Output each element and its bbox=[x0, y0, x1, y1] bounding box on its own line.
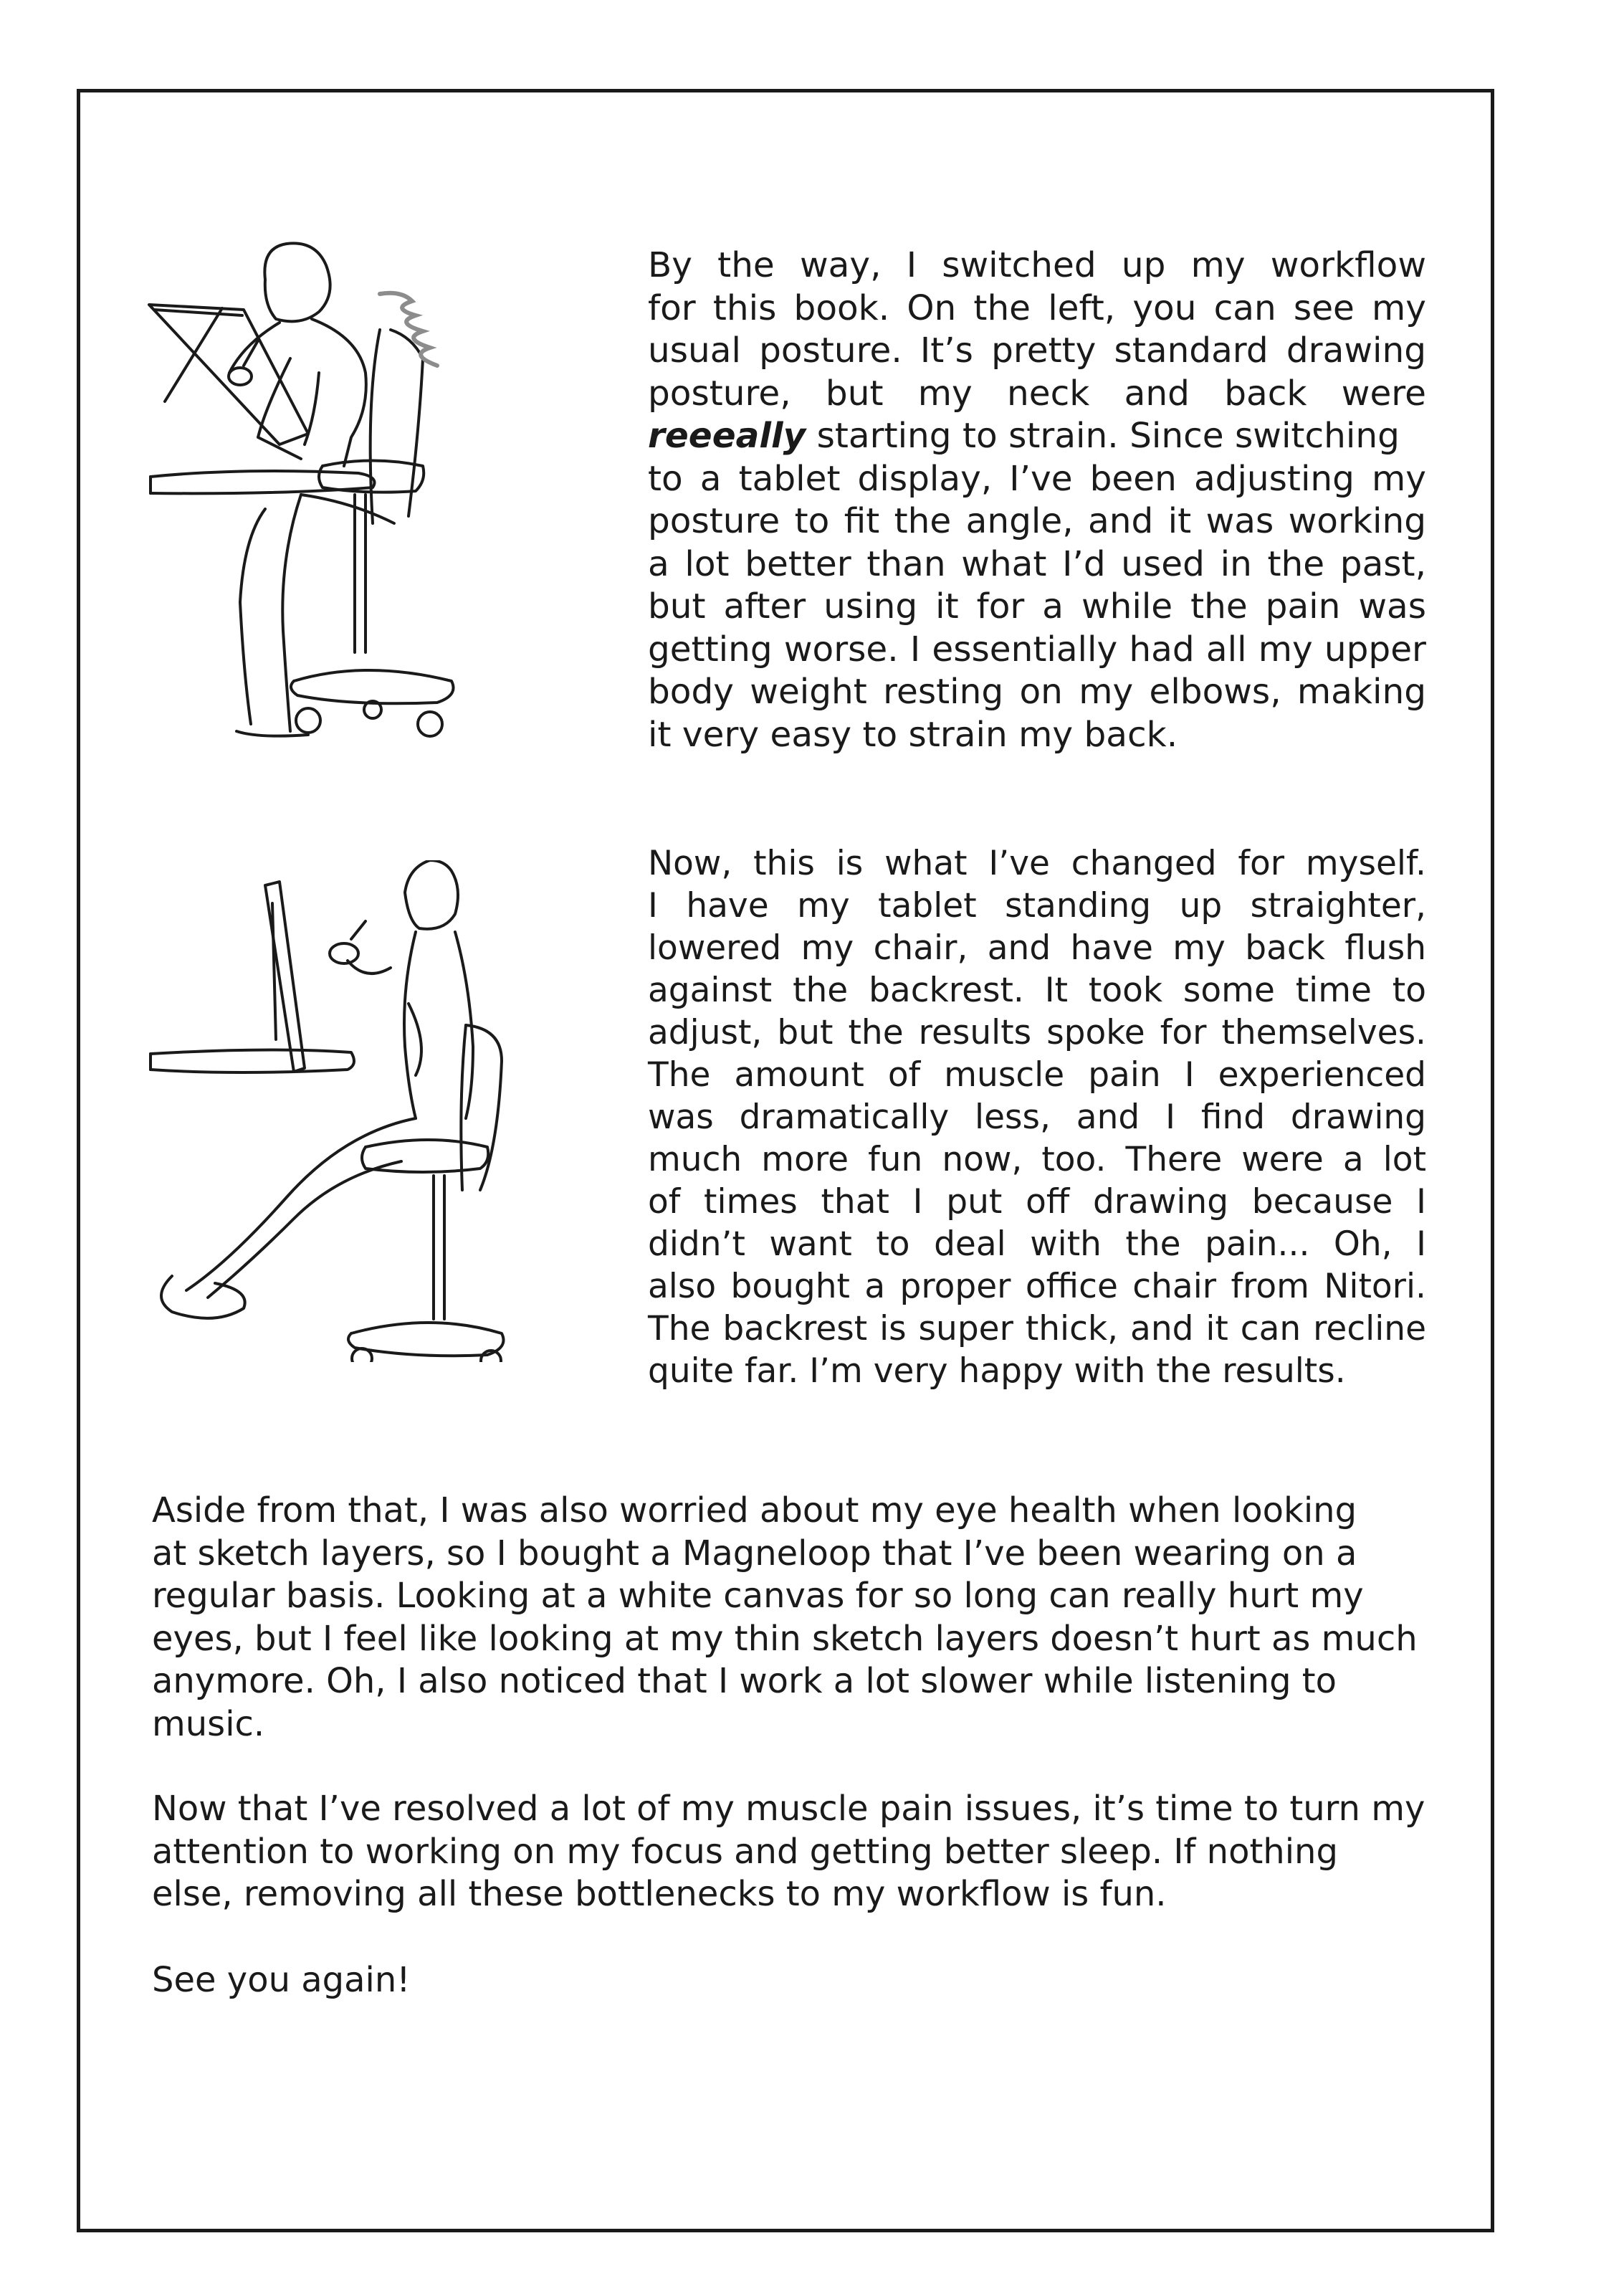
emphasis-word: reeeally bbox=[648, 416, 806, 456]
text-line-rest: starting to strain. Since switching bbox=[816, 416, 1400, 456]
text-line: By the way, I switched up my workflow bbox=[648, 245, 1426, 285]
text-line: for this book. On the left, you can see my bbox=[648, 287, 1426, 328]
text-line: else, removing all these bottlenecks to my workflow is fun. bbox=[152, 1874, 1167, 1914]
text-line: a lot better than what I’d used in the past, bbox=[648, 543, 1426, 584]
strain-marks-icon bbox=[373, 287, 459, 394]
text-line: usual posture. It’s pretty standard drawing bbox=[648, 330, 1426, 371]
new-posture-paragraph bbox=[648, 842, 1426, 1392]
text-line: Now, this is what I’ve changed for myself. bbox=[648, 844, 1426, 883]
intro-paragraph bbox=[648, 244, 1426, 756]
text-line: eyes, but I feel like looking at my thin sketch layers doesn’t hurt as much bbox=[152, 1618, 1418, 1659]
text-line: body weight resting on my elbows, making bbox=[648, 672, 1426, 712]
text-line: attention to working on my focus and getting better sleep. If nothing bbox=[152, 1831, 1338, 1872]
text-line: to a tablet display, I’ve been adjusting my bbox=[648, 458, 1426, 499]
text-line: Now that I’ve resolved a lot of my muscle pain issues, it’s time to turn my bbox=[152, 1789, 1425, 1829]
text-line: quite far. I’m very happy with the results. bbox=[648, 1351, 1346, 1391]
text-line: anymore. Oh, I also noticed that I work a lot slower while listening to bbox=[152, 1661, 1337, 1701]
hunched-posture-sketch bbox=[136, 229, 538, 774]
text-line: it very easy to strain my back. bbox=[648, 714, 1178, 755]
next-steps-paragraph bbox=[152, 1788, 1426, 1916]
text-line: posture to fit the angle, and it was working bbox=[648, 501, 1426, 541]
text-line: Aside from that, I was also worried about my eye health when looking bbox=[152, 1490, 1357, 1531]
text-line: much more fun now, too. There were a lot bbox=[648, 1140, 1426, 1179]
eye-health-paragraph bbox=[152, 1490, 1426, 1746]
text-line: but after using it for a while the pain was bbox=[648, 586, 1426, 627]
text-line: The backrest is super thick, and it can recline bbox=[648, 1309, 1426, 1348]
text-line: See you again! bbox=[152, 1960, 411, 2000]
text-line: The amount of muscle pain I experienced bbox=[648, 1055, 1426, 1095]
text-line: posture, but my neck and back were bbox=[648, 373, 1426, 414]
text-line: didn’t want to deal with the pain... Oh, I bbox=[648, 1224, 1426, 1264]
text-line-with-emphasis bbox=[648, 415, 1426, 458]
text-line: music. bbox=[152, 1703, 265, 1744]
text-line: also bought a proper office chair from Nitori. bbox=[648, 1267, 1426, 1306]
text-line: lowered my chair, and have my back flush bbox=[648, 928, 1426, 968]
text-line: adjust, but the results spoke for themselves. bbox=[648, 1013, 1426, 1052]
text-line: regular basis. Looking at a white canvas for so long can really hurt my bbox=[152, 1576, 1364, 1616]
text-line: against the backrest. It took some time to bbox=[648, 971, 1426, 1010]
text-line: getting worse. I essentially had all my upper bbox=[648, 629, 1426, 670]
closing-line bbox=[152, 1959, 869, 2002]
text-line: I have my tablet standing up straighter, bbox=[648, 886, 1426, 925]
text-line: at sketch layers, so I bought a Magneloop that I’ve been wearing on a bbox=[152, 1533, 1357, 1574]
text-line: was dramatically less, and I find drawing bbox=[648, 1098, 1426, 1137]
text-line: of times that I put off drawing because I bbox=[648, 1182, 1426, 1222]
upright-posture-sketch bbox=[129, 860, 530, 1362]
